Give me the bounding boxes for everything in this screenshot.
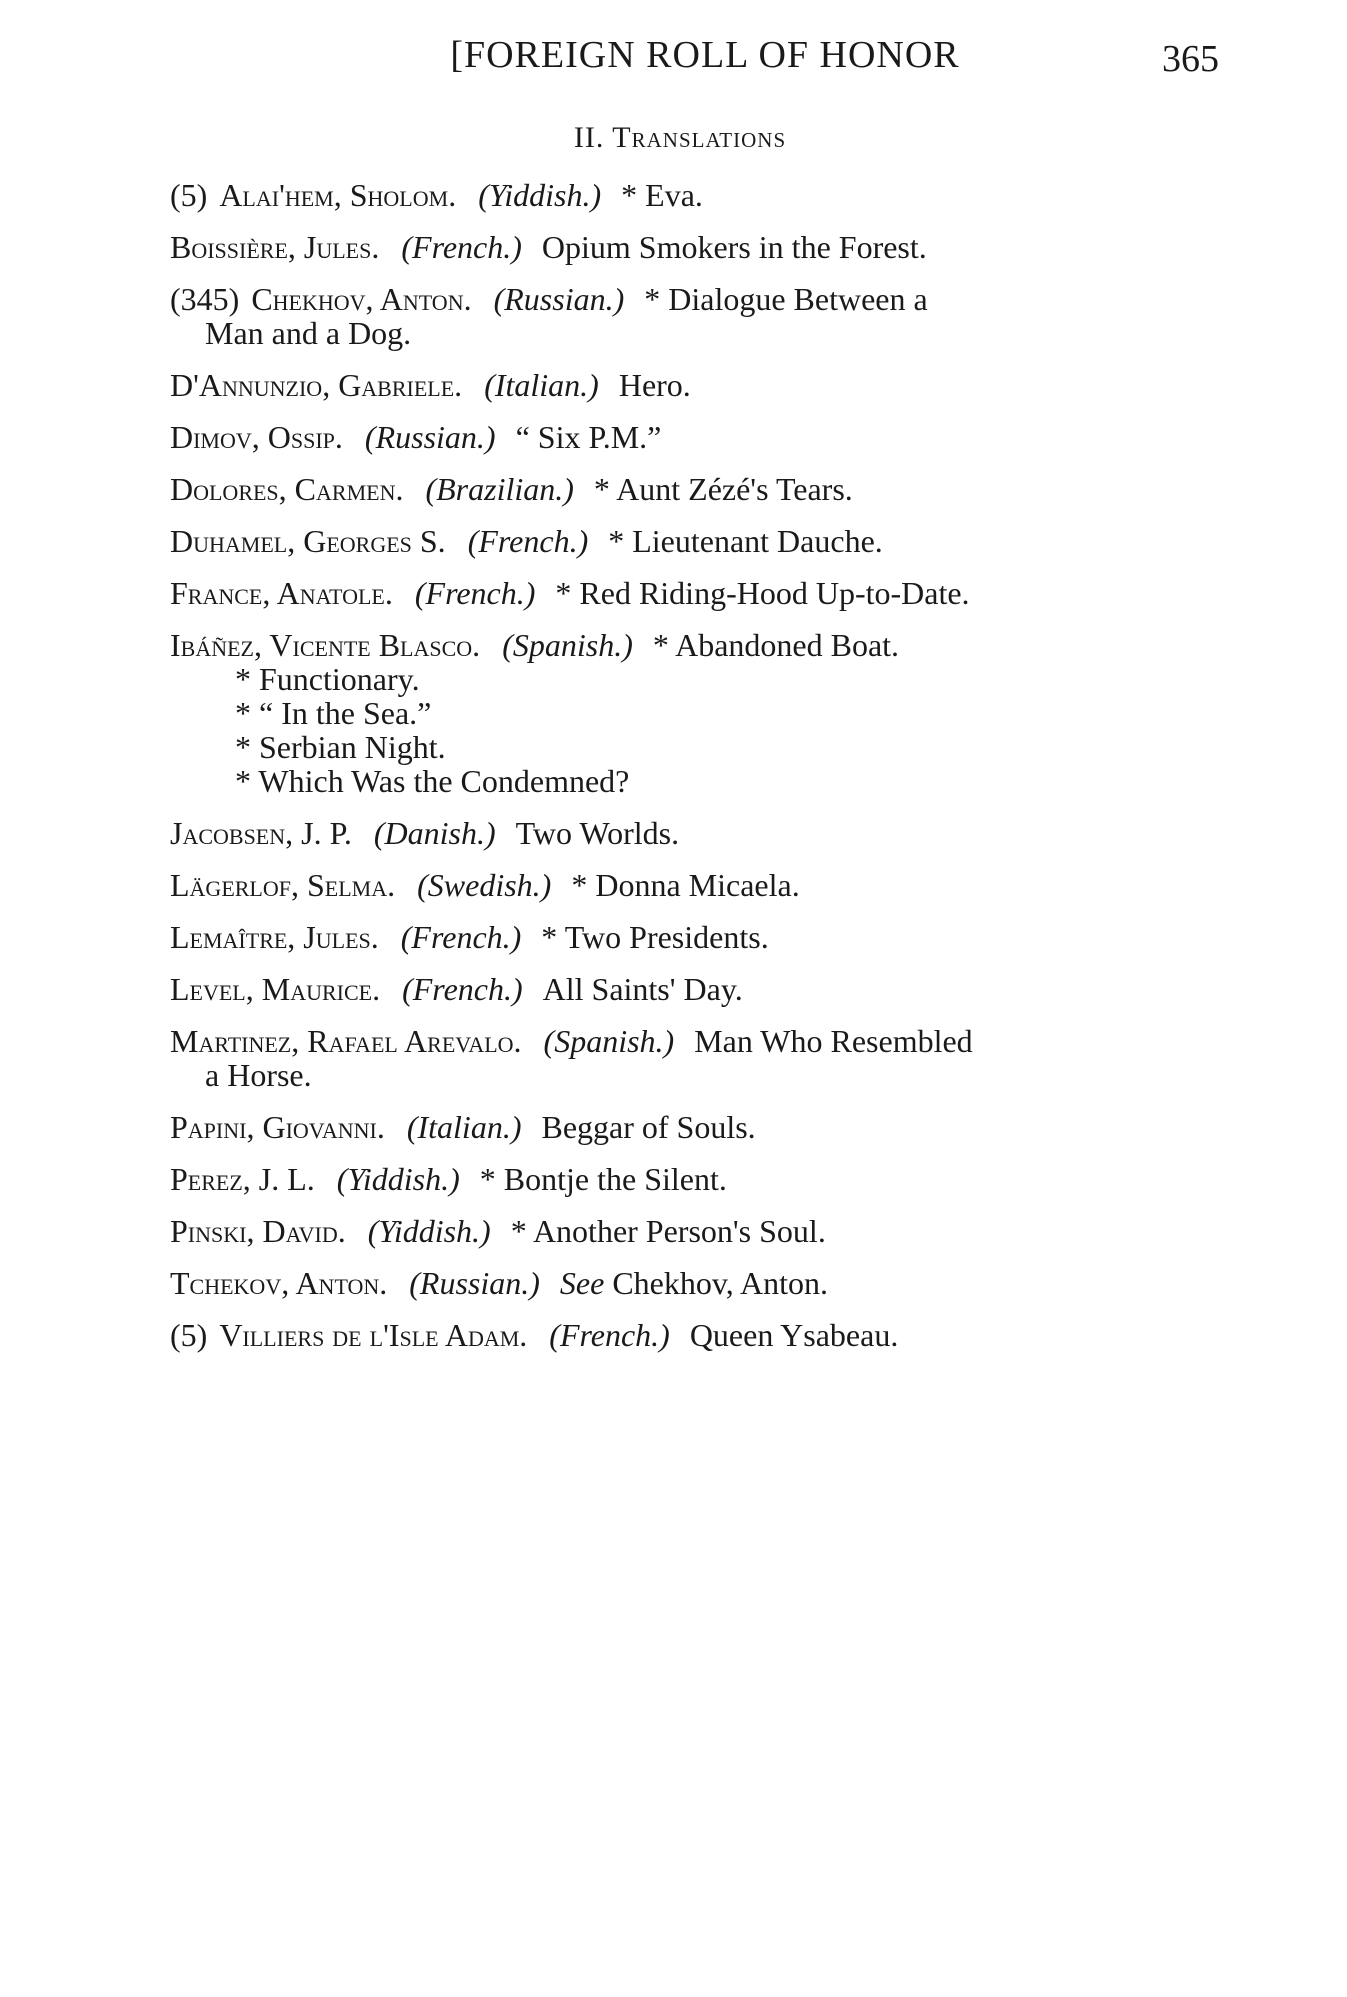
entry-see-reference: See bbox=[559, 1265, 605, 1301]
entry-author: Martinez, Rafael Arevalo. bbox=[170, 1023, 522, 1059]
list-item bbox=[170, 524, 1230, 558]
entry-title: Chekhov, Anton. bbox=[612, 1265, 829, 1301]
entry-author: Tchekov, Anton. bbox=[170, 1265, 388, 1301]
entry-title: * Dialogue Between a bbox=[644, 281, 928, 317]
list-item bbox=[170, 920, 1230, 954]
list-item bbox=[170, 178, 1230, 212]
list-item bbox=[170, 868, 1230, 902]
entry-author: Dolores, Carmen. bbox=[170, 471, 404, 507]
entry-author: Pinski, David. bbox=[170, 1213, 346, 1249]
entry-author: Chekhov, Anton. bbox=[251, 281, 472, 317]
running-title: [FOREIGN ROLL OF HONOR bbox=[450, 34, 960, 76]
entry-title: “ Six P.M.” bbox=[515, 419, 662, 455]
entry-subtitle: * Serbian Night. bbox=[235, 729, 446, 765]
entry-author: Perez, J. L. bbox=[170, 1161, 315, 1197]
entry-title-continued: a Horse. bbox=[205, 1057, 312, 1093]
entry-title: * Two Presidents. bbox=[541, 919, 769, 955]
entry-language: (Yiddish.) bbox=[367, 1213, 491, 1249]
entry-title-continued: Man and a Dog. bbox=[205, 315, 412, 351]
entry-language: (Spanish.) bbox=[543, 1023, 675, 1059]
entry-author: Lägerlof, Selma. bbox=[170, 867, 396, 903]
entry-title: Man Who Resembled bbox=[694, 1023, 973, 1059]
list-item bbox=[170, 1266, 1230, 1300]
entry-language: (Spanish.) bbox=[502, 627, 633, 663]
entry-author: Dimov, Ossip. bbox=[170, 419, 343, 455]
list-item bbox=[170, 1162, 1230, 1196]
entry-language: (Russian.) bbox=[364, 419, 496, 455]
entry-subtitle: * Functionary. bbox=[235, 661, 420, 697]
entry-title: Two Worlds. bbox=[515, 815, 680, 851]
entry-author: Alai'hem, Sholom. bbox=[219, 177, 457, 213]
entry-language: (Italian.) bbox=[484, 367, 599, 403]
entry-count: (5) bbox=[170, 177, 208, 213]
entry-author: Level, Maurice. bbox=[170, 971, 381, 1007]
list-item bbox=[170, 368, 1230, 402]
entry-subtitle: * “ In the Sea.” bbox=[235, 695, 432, 731]
list-item bbox=[170, 472, 1230, 506]
entry-title: * Another Person's Soul. bbox=[510, 1213, 826, 1249]
entry-language: (Yiddish.) bbox=[336, 1161, 460, 1197]
entry-author: Lemaître, Jules. bbox=[170, 919, 379, 955]
list-item bbox=[170, 282, 1230, 350]
entry-language: (Yiddish.) bbox=[478, 177, 602, 213]
entry-title: * Eva. bbox=[621, 177, 703, 213]
entry-title: Beggar of Souls. bbox=[541, 1109, 756, 1145]
entry-language: (Danish.) bbox=[373, 815, 496, 851]
entry-title: * Red Riding-Hood Up-to-Date. bbox=[555, 575, 970, 611]
translations-list bbox=[170, 178, 1230, 1370]
entry-subtitles bbox=[170, 662, 1230, 798]
entry-language: (Brazilian.) bbox=[425, 471, 574, 507]
list-item bbox=[170, 576, 1230, 610]
list-item bbox=[170, 230, 1230, 264]
section-heading: II. Translations bbox=[573, 121, 787, 154]
entry-language: (French.) bbox=[402, 971, 523, 1007]
list-item bbox=[170, 816, 1230, 850]
entry-language: (French.) bbox=[401, 229, 522, 265]
entry-author: Papini, Giovanni. bbox=[170, 1109, 385, 1145]
list-item bbox=[170, 1318, 1230, 1352]
list-item bbox=[170, 1110, 1230, 1144]
entry-title: * Bontje the Silent. bbox=[479, 1161, 727, 1197]
entry-author: Boissière, Jules. bbox=[170, 229, 380, 265]
entry-title: * Abandoned Boat. bbox=[652, 627, 900, 663]
list-item bbox=[170, 972, 1230, 1006]
entry-count: (345) bbox=[170, 281, 240, 317]
entry-author: Ibáñez, Vicente Blasco. bbox=[170, 627, 481, 663]
list-item bbox=[170, 1214, 1230, 1248]
entry-author: D'Annunzio, Gabriele. bbox=[170, 367, 463, 403]
entry-language: (Italian.) bbox=[406, 1109, 522, 1145]
entry-title: Queen Ysabeau. bbox=[689, 1317, 899, 1353]
entry-language: (French.) bbox=[400, 919, 522, 955]
entry-language: (French.) bbox=[467, 523, 589, 559]
entry-title: * Lieutenant Dauche. bbox=[608, 523, 883, 559]
entry-language: (Russian.) bbox=[493, 281, 625, 317]
entry-author: Villiers de l'Isle Adam. bbox=[219, 1317, 528, 1353]
entry-title: Opium Smokers in the Forest. bbox=[541, 229, 927, 265]
entry-author: Duhamel, Georges S. bbox=[170, 523, 446, 559]
entry-author: Jacobsen, J. P. bbox=[170, 815, 352, 851]
entry-author: France, Anatole. bbox=[170, 575, 393, 611]
list-item bbox=[170, 420, 1230, 454]
entry-title: * Donna Micaela. bbox=[571, 867, 800, 903]
entry-subtitle: * Which Was the Condemned? bbox=[235, 763, 630, 799]
entry-language: (Swedish.) bbox=[417, 867, 552, 903]
entry-title: * Aunt Zézé's Tears. bbox=[593, 471, 853, 507]
entry-language: (French.) bbox=[414, 575, 536, 611]
list-item bbox=[170, 628, 1230, 798]
page-number: 365 bbox=[1162, 38, 1219, 80]
entry-language: (Russian.) bbox=[409, 1265, 540, 1301]
list-item bbox=[170, 1024, 1230, 1092]
entry-count: (5) bbox=[170, 1317, 208, 1353]
entry-language: (French.) bbox=[549, 1317, 670, 1353]
entry-title: Hero. bbox=[618, 367, 691, 403]
entry-title: All Saints' Day. bbox=[542, 971, 743, 1007]
